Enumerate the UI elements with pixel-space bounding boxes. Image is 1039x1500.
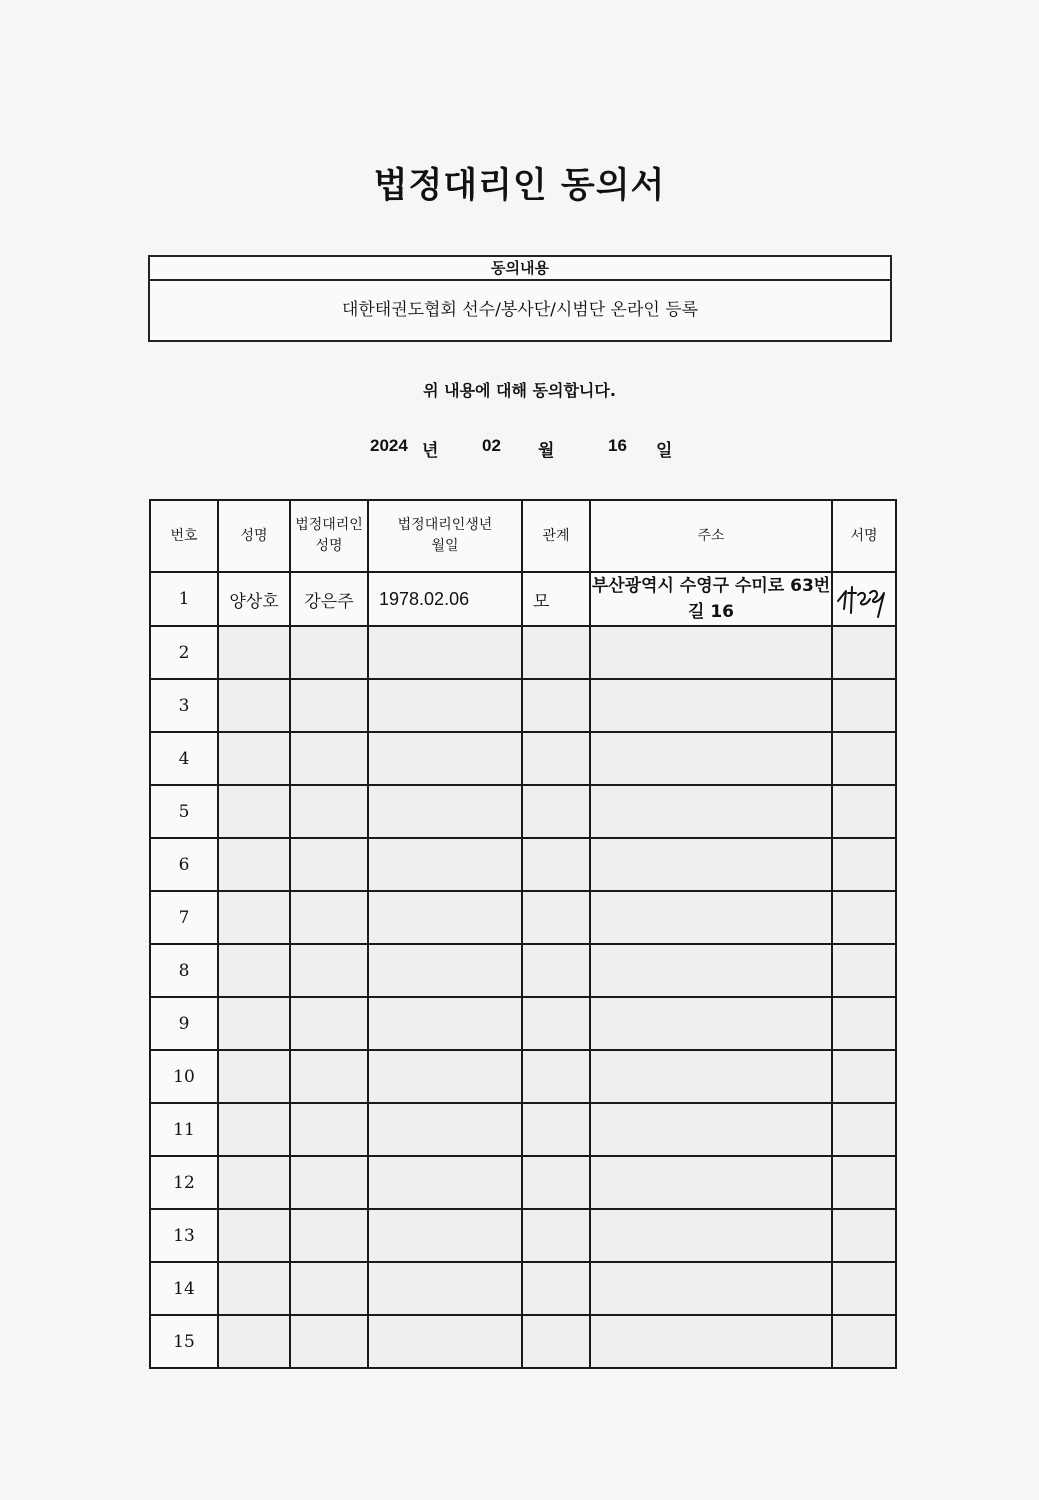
date-month-label: 월 bbox=[538, 441, 555, 460]
cell-relation bbox=[522, 1156, 590, 1209]
cell-signature bbox=[832, 1209, 896, 1262]
cell-guardian-birth bbox=[368, 1050, 522, 1103]
cell-signature bbox=[832, 891, 896, 944]
cell-signature bbox=[832, 997, 896, 1050]
agreement-statement: 위 내용에 대해 동의합니다. bbox=[423, 381, 616, 400]
row-number: 11 bbox=[150, 1103, 218, 1156]
row-number: 1 bbox=[150, 572, 218, 626]
cell-guardian-birth bbox=[368, 679, 522, 732]
cell-name bbox=[218, 1315, 290, 1368]
cell-name bbox=[218, 1156, 290, 1209]
cell-name bbox=[218, 1103, 290, 1156]
cell-signature bbox=[832, 1315, 896, 1368]
cell-address bbox=[590, 1156, 832, 1209]
cell-relation bbox=[522, 679, 590, 732]
cell-address bbox=[590, 944, 832, 997]
row-number: 10 bbox=[150, 1050, 218, 1103]
row-number: 15 bbox=[150, 1315, 218, 1368]
date-day-label: 일 bbox=[656, 441, 673, 460]
cell-guardian-name bbox=[290, 626, 368, 679]
cell-name bbox=[218, 626, 290, 679]
cell-guardian-birth bbox=[368, 626, 522, 679]
cell-guardian-name bbox=[290, 891, 368, 944]
cell-signature bbox=[832, 838, 896, 891]
cell-address bbox=[590, 997, 832, 1050]
table-row bbox=[150, 1209, 896, 1262]
header-name: 성명 bbox=[218, 500, 290, 572]
cell-signature bbox=[832, 732, 896, 785]
table-row bbox=[150, 1050, 896, 1103]
header-relation: 관계 bbox=[522, 500, 590, 572]
cell-relation bbox=[522, 626, 590, 679]
cell-name bbox=[218, 838, 290, 891]
cell-relation bbox=[522, 1315, 590, 1368]
cell-signature bbox=[832, 1103, 896, 1156]
row-number: 7 bbox=[150, 891, 218, 944]
cell-signature bbox=[832, 944, 896, 997]
cell-signature bbox=[832, 626, 896, 679]
cell-address bbox=[590, 891, 832, 944]
cell-relation bbox=[522, 838, 590, 891]
table-row bbox=[150, 785, 896, 838]
cell-guardian-birth: 1978.02.06 bbox=[368, 572, 522, 626]
cell-address bbox=[590, 679, 832, 732]
consent-header: 동의내용 bbox=[150, 257, 890, 281]
cell-guardian-birth bbox=[368, 1315, 522, 1368]
row-number: 13 bbox=[150, 1209, 218, 1262]
cell-relation: 모 bbox=[522, 572, 590, 626]
cell-guardian-name bbox=[290, 679, 368, 732]
table-row bbox=[150, 1262, 896, 1315]
cell-name bbox=[218, 785, 290, 838]
row-number: 12 bbox=[150, 1156, 218, 1209]
cell-relation bbox=[522, 944, 590, 997]
cell-relation bbox=[522, 785, 590, 838]
cell-relation bbox=[522, 891, 590, 944]
cell-guardian-birth bbox=[368, 944, 522, 997]
cell-address bbox=[590, 626, 832, 679]
cell-guardian-birth bbox=[368, 1209, 522, 1262]
cell-name bbox=[218, 891, 290, 944]
consent-box bbox=[148, 255, 892, 342]
date-month: 02 bbox=[482, 436, 501, 455]
table-row bbox=[150, 838, 896, 891]
row-number: 4 bbox=[150, 732, 218, 785]
row-number: 14 bbox=[150, 1262, 218, 1315]
row-number: 3 bbox=[150, 679, 218, 732]
date-year: 2024 bbox=[370, 436, 408, 455]
cell-relation bbox=[522, 1050, 590, 1103]
cell-name bbox=[218, 679, 290, 732]
cell-guardian-birth bbox=[368, 997, 522, 1050]
cell-guardian-name: 강은주 bbox=[290, 572, 368, 626]
header-address: 주소 bbox=[590, 500, 832, 572]
cell-guardian-birth bbox=[368, 891, 522, 944]
header-no: 번호 bbox=[150, 500, 218, 572]
consent-body: 대한태권도협회 선수/봉사단/시범단 온라인 등록 bbox=[341, 300, 699, 320]
cell-guardian-name bbox=[290, 1156, 368, 1209]
cell-guardian-name bbox=[290, 732, 368, 785]
cell-guardian-name bbox=[290, 1103, 368, 1156]
guardian-table bbox=[149, 499, 897, 1369]
header-signature: 서명 bbox=[832, 500, 896, 572]
cell-guardian-name bbox=[290, 1209, 368, 1262]
table-row bbox=[150, 891, 896, 944]
cell-relation bbox=[522, 732, 590, 785]
cell-signature bbox=[832, 1050, 896, 1103]
cell-address bbox=[590, 1315, 832, 1368]
table-header-row bbox=[150, 500, 896, 572]
cell-name bbox=[218, 1050, 290, 1103]
cell-name bbox=[218, 732, 290, 785]
header-guardian-name: 법정대리인성명 bbox=[290, 500, 368, 572]
cell-guardian-name bbox=[290, 997, 368, 1050]
cell-relation bbox=[522, 1262, 590, 1315]
cell-relation bbox=[522, 997, 590, 1050]
table-row bbox=[150, 997, 896, 1050]
page-title: 법정대리인 동의서 bbox=[373, 166, 666, 206]
row-number: 2 bbox=[150, 626, 218, 679]
cell-signature bbox=[832, 572, 896, 626]
cell-guardian-birth bbox=[368, 1103, 522, 1156]
cell-signature bbox=[832, 1262, 896, 1315]
table-row bbox=[150, 1103, 896, 1156]
row-number: 5 bbox=[150, 785, 218, 838]
header-guardian-birth: 법정대리인생년월일 bbox=[368, 500, 522, 572]
cell-guardian-birth bbox=[368, 732, 522, 785]
cell-guardian-birth bbox=[368, 838, 522, 891]
cell-relation bbox=[522, 1209, 590, 1262]
cell-guardian-birth bbox=[368, 1156, 522, 1209]
cell-name bbox=[218, 1209, 290, 1262]
cell-guardian-name bbox=[290, 1315, 368, 1368]
cell-name bbox=[218, 1262, 290, 1315]
table-row bbox=[150, 732, 896, 785]
cell-guardian-name bbox=[290, 1262, 368, 1315]
table-row bbox=[150, 679, 896, 732]
cell-address bbox=[590, 732, 832, 785]
table-row bbox=[150, 626, 896, 679]
cell-address bbox=[590, 1262, 832, 1315]
table-row bbox=[150, 944, 896, 997]
cell-guardian-birth bbox=[368, 1262, 522, 1315]
cell-address bbox=[590, 1050, 832, 1103]
table-row bbox=[150, 1315, 896, 1368]
cell-signature bbox=[832, 1156, 896, 1209]
cell-address: 부산광역시 수영구 수미로 63번길 16 bbox=[590, 572, 832, 626]
cell-address bbox=[590, 785, 832, 838]
cell-address bbox=[590, 1103, 832, 1156]
cell-signature bbox=[832, 679, 896, 732]
row-number: 9 bbox=[150, 997, 218, 1050]
row-number: 8 bbox=[150, 944, 218, 997]
cell-guardian-name bbox=[290, 838, 368, 891]
date-day: 16 bbox=[608, 436, 627, 455]
row-number: 6 bbox=[150, 838, 218, 891]
cell-guardian-name bbox=[290, 785, 368, 838]
cell-relation bbox=[522, 1103, 590, 1156]
cell-address bbox=[590, 838, 832, 891]
cell-name: 양상호 bbox=[218, 572, 290, 626]
table-row bbox=[150, 1156, 896, 1209]
table-row bbox=[150, 572, 896, 626]
cell-signature bbox=[832, 785, 896, 838]
cell-name bbox=[218, 944, 290, 997]
date-year-label: 년 bbox=[422, 441, 439, 460]
cell-guardian-name bbox=[290, 944, 368, 997]
cell-guardian-birth bbox=[368, 785, 522, 838]
cell-guardian-name bbox=[290, 1050, 368, 1103]
cell-name bbox=[218, 997, 290, 1050]
cell-address bbox=[590, 1209, 832, 1262]
handwritten-signature bbox=[834, 579, 894, 619]
